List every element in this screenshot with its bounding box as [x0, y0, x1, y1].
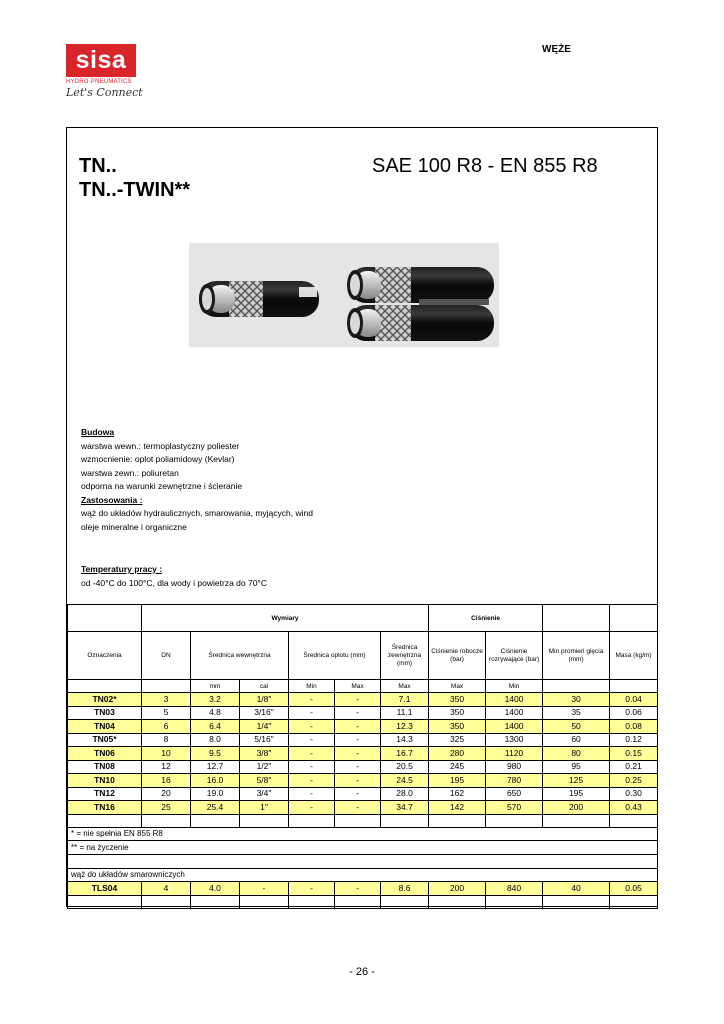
table-cell: 1"	[240, 801, 289, 815]
table-cell: 16.0	[191, 774, 240, 788]
table-cell: 11.1	[381, 706, 429, 720]
table-cell: 0.30	[610, 787, 658, 801]
note-row	[68, 827, 658, 841]
table-cell: 1300	[486, 733, 543, 747]
table-cell: 3/8"	[240, 747, 289, 761]
table-cell: -	[289, 787, 335, 801]
logo-subtitle: HYDRO·PNEUMATICS	[66, 79, 132, 85]
table-cell: 1400	[486, 693, 543, 707]
page-number: - 26 -	[349, 966, 375, 978]
table-cell: 125	[543, 774, 610, 788]
product-title-line2: TN..-TWIN**	[79, 179, 191, 201]
table-cell: 20	[142, 787, 191, 801]
row-label: TN06	[68, 747, 142, 761]
note-text: * = nie spełnia EN 855 R8	[68, 827, 658, 841]
hose-photo	[189, 243, 499, 347]
table-cell: -	[335, 774, 381, 788]
table-cell: -	[289, 706, 335, 720]
table-cell: 4.0	[191, 882, 240, 896]
col-header-srednica-oplotu: Średnica oplotu (mm)	[289, 632, 381, 680]
temperatury-heading: Temperatury pracy :	[81, 564, 163, 574]
table-cell: -	[335, 882, 381, 896]
table-cell: 8.6	[381, 882, 429, 896]
table-cell: -	[335, 760, 381, 774]
table-cell: 1400	[486, 720, 543, 734]
table-cell: 650	[486, 787, 543, 801]
table-cell: -	[289, 720, 335, 734]
table-cell: 10	[142, 747, 191, 761]
table-cell: 20.5	[381, 760, 429, 774]
hose-illustration	[189, 243, 499, 347]
table-cell: 980	[486, 760, 543, 774]
table-cell: 0.08	[610, 720, 658, 734]
table-cell: 3/4"	[240, 787, 289, 801]
subheader: Max	[381, 680, 429, 693]
table-cell: 35	[543, 706, 610, 720]
col-header-oznaczenia: Oznaczenia	[68, 632, 142, 680]
subheader: Max	[335, 680, 381, 693]
table-cell: 28.0	[381, 787, 429, 801]
table-spacer-row	[68, 895, 658, 908]
table-cell: 5	[142, 706, 191, 720]
table-header-row	[68, 632, 658, 680]
table-cell: 0.43	[610, 801, 658, 815]
table-cell: 840	[486, 882, 543, 896]
row-label: TN03	[68, 706, 142, 720]
sisa-logo	[66, 44, 143, 99]
table-cell: 19.0	[191, 787, 240, 801]
table-row	[68, 760, 658, 774]
logo-wordmark: sisa	[66, 44, 136, 77]
table-cell: 25	[142, 801, 191, 815]
note-text: ** = na życzenie	[68, 841, 658, 855]
table-cell: 5/16"	[240, 733, 289, 747]
table-cell: -	[335, 720, 381, 734]
zastosowania-heading: Zastosowania :	[81, 494, 143, 505]
table-cell: -	[335, 801, 381, 815]
table-cell: 95	[543, 760, 610, 774]
table-cell: 1/2"	[240, 760, 289, 774]
row-label: TN10	[68, 774, 142, 788]
table-cell: 350	[429, 693, 486, 707]
table-cell: 195	[543, 787, 610, 801]
row-label: TN16	[68, 801, 142, 815]
table-row	[68, 801, 658, 815]
table-cell: 9.5	[191, 747, 240, 761]
budowa-line: odporna na warunki zewnętrzne i ścieranie	[81, 481, 243, 491]
budowa-line: wzmocnienie: oplot poliamidowy (Kevlar)	[81, 454, 235, 464]
subheader: Min	[289, 680, 335, 693]
table-cell: -	[335, 733, 381, 747]
table-cell: 6	[142, 720, 191, 734]
table-cell: 1/4"	[240, 720, 289, 734]
table-cell: 5/8"	[240, 774, 289, 788]
wymiary-header: Wymiary	[142, 605, 429, 632]
table-cell: 16.7	[381, 747, 429, 761]
table-cell: -	[335, 747, 381, 761]
col-header-srednica-zewn: Średnica zewnętrzna (mm)	[381, 632, 429, 680]
table-cell: -	[289, 760, 335, 774]
specification-table	[67, 604, 658, 909]
table-cell: 6.4	[191, 720, 240, 734]
table-row	[68, 882, 658, 896]
table-cell: 12.3	[381, 720, 429, 734]
table-cell: 0.06	[610, 706, 658, 720]
budowa-line: warstwa zewn.: poliuretan	[81, 467, 179, 478]
category-label: WĘŻE	[542, 44, 571, 55]
table-cell: 0.25	[610, 774, 658, 788]
table-cell: 3.2	[191, 693, 240, 707]
section-label-row	[68, 868, 658, 882]
table-spacer-row	[68, 814, 658, 827]
table-cell: 280	[429, 747, 486, 761]
table-cell: -	[289, 693, 335, 707]
description-block	[81, 426, 313, 534]
table-cell: 200	[429, 882, 486, 896]
table-row	[68, 787, 658, 801]
product-sheet	[66, 127, 658, 907]
row-label: TN04	[68, 720, 142, 734]
table-row	[68, 720, 658, 734]
table-row	[68, 747, 658, 761]
table-cell: 12	[142, 760, 191, 774]
subheader: mm	[191, 680, 240, 693]
subheader: cal	[240, 680, 289, 693]
budowa-line: warstwa wewn.: termoplastyczny poliester	[81, 440, 240, 451]
col-header-masa: Masa (kg/m)	[610, 632, 658, 680]
table-subheader-row	[68, 680, 658, 693]
table-cell: 34.7	[381, 801, 429, 815]
table-cell: 0.05	[610, 882, 658, 896]
table-cell: 1400	[486, 706, 543, 720]
table-cell: 40	[543, 882, 610, 896]
table-cell: 570	[486, 801, 543, 815]
table-cell: 780	[486, 774, 543, 788]
table-cell: 350	[429, 720, 486, 734]
col-header-srednica-wewn: Średnica wewnętrzna	[191, 632, 289, 680]
product-title-line1: TN..	[79, 155, 117, 177]
table-cell: 60	[543, 733, 610, 747]
table-cell: -	[289, 801, 335, 815]
table-cell: 4	[142, 882, 191, 896]
table-cell: 1120	[486, 747, 543, 761]
table-row	[68, 733, 658, 747]
table-cell: 14.3	[381, 733, 429, 747]
table-cell: 8	[142, 733, 191, 747]
col-header-cisn-rozrywajace: Ciśnienie rozrywające (bar)	[486, 632, 543, 680]
table-cell: 7.1	[381, 693, 429, 707]
temperature-block	[81, 563, 267, 590]
table-cell: 3/16"	[240, 706, 289, 720]
table-cell: 350	[429, 706, 486, 720]
table-cell: 0.12	[610, 733, 658, 747]
table-cell: 4.8	[191, 706, 240, 720]
budowa-heading: Budowa	[81, 427, 115, 437]
table-cell: 30	[543, 693, 610, 707]
table-cell: 245	[429, 760, 486, 774]
table-cell: 50	[543, 720, 610, 734]
row-label: TLS04	[68, 882, 142, 896]
table-cell: -	[335, 787, 381, 801]
table-cell: 24.5	[381, 774, 429, 788]
table-cell: -	[335, 706, 381, 720]
table-cell: 142	[429, 801, 486, 815]
row-label: TN12	[68, 787, 142, 801]
zastosowania-line: oleje mineralne i organiczne	[81, 521, 187, 532]
col-header-dn: DN	[142, 632, 191, 680]
col-header-cisn-robocze: Ciśnienie robocze (bar)	[429, 632, 486, 680]
subheader: Max	[429, 680, 486, 693]
table-row	[68, 706, 658, 720]
table-row	[68, 774, 658, 788]
table-spacer-row	[68, 854, 658, 868]
table-cell: 80	[543, 747, 610, 761]
table-cell: 12.7	[191, 760, 240, 774]
temperatury-line: od -40°C do 100°C, dla wody i powietrza do 70°C	[81, 577, 267, 588]
table-cell: -	[289, 882, 335, 896]
table-cell: 325	[429, 733, 486, 747]
table-cell: -	[289, 774, 335, 788]
table-cell: 8.0	[191, 733, 240, 747]
table-cell: -	[240, 882, 289, 896]
row-label: TN05*	[68, 733, 142, 747]
table-cell: 195	[429, 774, 486, 788]
table-cell: 25.4	[191, 801, 240, 815]
table-cell: 3	[142, 693, 191, 707]
cisnienie-header: Ciśnienie	[429, 605, 543, 632]
table-cell: 0.04	[610, 693, 658, 707]
zastosowania-line: wąż do układów hydraulicznych, smarowania, myjących, wind	[81, 508, 313, 518]
subheader: Min	[486, 680, 543, 693]
table-cell: 16	[142, 774, 191, 788]
table-cell: 0.15	[610, 747, 658, 761]
table-cell: -	[289, 733, 335, 747]
product-standard: SAE 100 R8 - EN 855 R8	[372, 155, 598, 177]
table-cell: -	[289, 747, 335, 761]
table-cell: 1/8"	[240, 693, 289, 707]
row-label: TN08	[68, 760, 142, 774]
table-cell: -	[335, 693, 381, 707]
table-group-header-row	[68, 605, 658, 632]
col-header-promien: Min promień gięcia (mm)	[543, 632, 610, 680]
section-label: wąż do układów smarowniczych	[68, 868, 658, 882]
table-cell: 162	[429, 787, 486, 801]
table-cell: 200	[543, 801, 610, 815]
table-cell: 0.21	[610, 760, 658, 774]
note-row	[68, 841, 658, 855]
row-label: TN02*	[68, 693, 142, 707]
table-row	[68, 693, 658, 707]
logo-tagline: Let's Connect	[66, 86, 143, 99]
